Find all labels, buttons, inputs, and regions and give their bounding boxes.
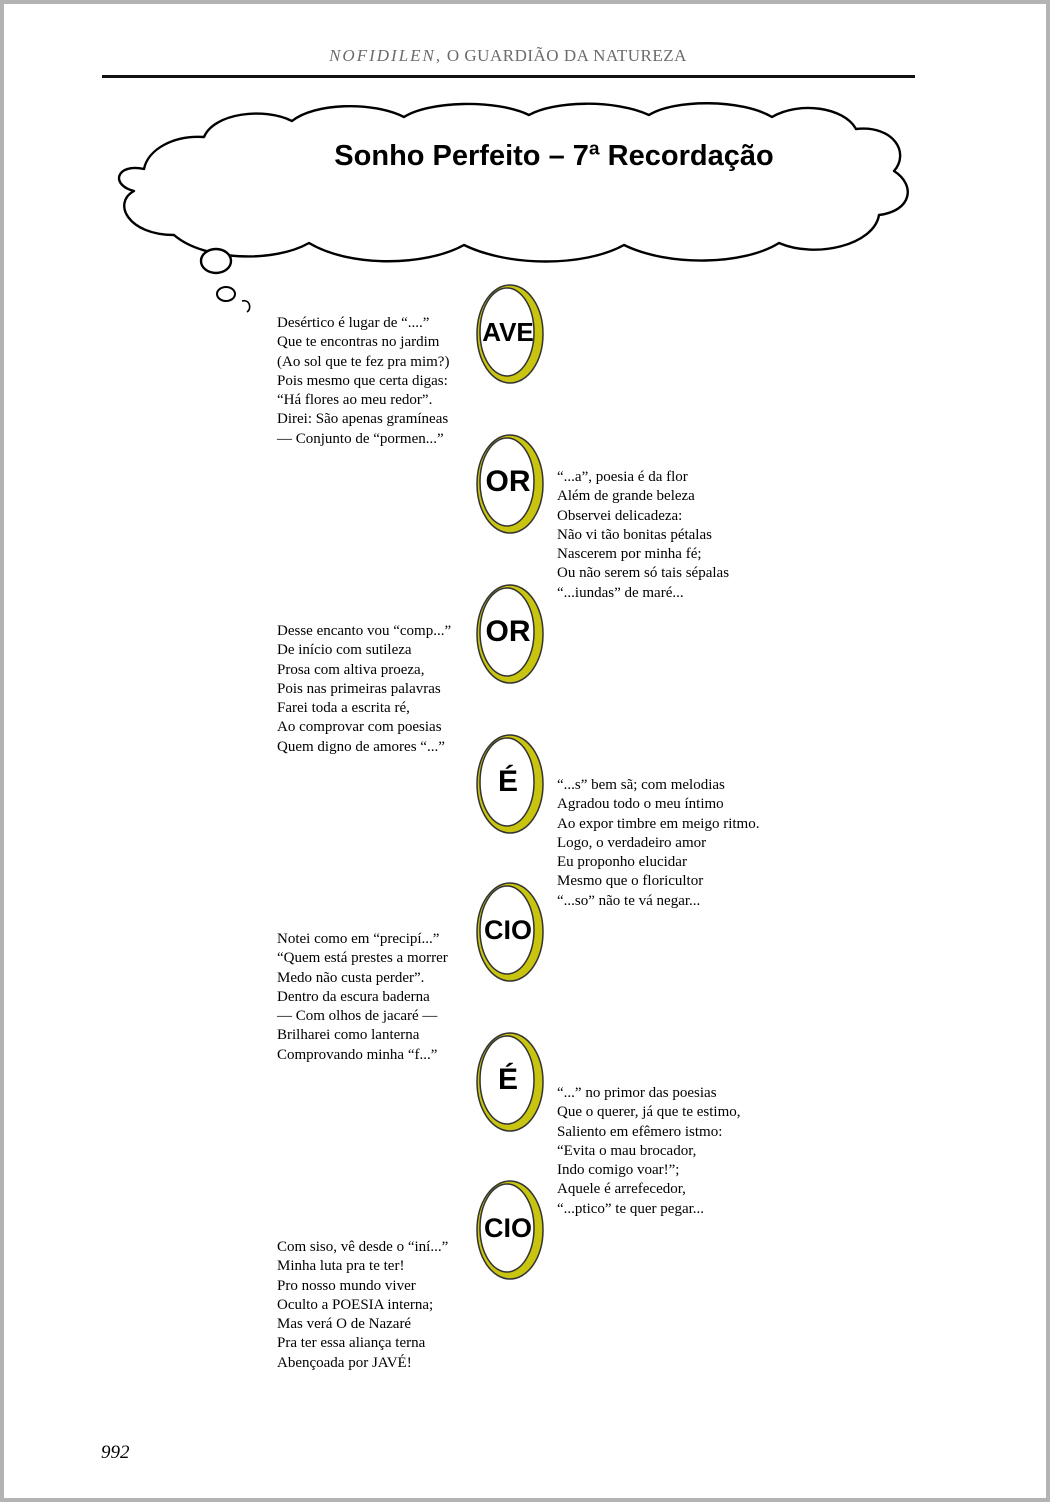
stanza-line: Direi: São apenas gramíneas bbox=[277, 411, 449, 428]
stanza-line: Minha luta pra te ter! bbox=[277, 1258, 405, 1275]
book-page bbox=[4, 4, 1046, 1498]
stanza-line: Mas verá O de Nazaré bbox=[277, 1316, 412, 1333]
stanza-line: “Evita o mau brocador, bbox=[557, 1142, 697, 1159]
stanza-line: Brilharei como lanterna bbox=[277, 1027, 420, 1044]
stanza-line: Desse encanto vou “comp...” bbox=[277, 623, 452, 639]
stanza-line: Pois mesmo que certa digas: bbox=[277, 372, 448, 389]
stanza-line: “...iundas” de maré... bbox=[557, 584, 684, 601]
stanza-line: Ou não serem só tais sépalas bbox=[557, 565, 730, 582]
stanza-line: Nascerem por minha fé; bbox=[557, 546, 702, 563]
stanza-line: Que o querer, já que te estimo, bbox=[557, 1104, 741, 1121]
acrostic-medal bbox=[472, 1178, 546, 1284]
poem-title: Sonho Perfeito – 7ª Recordação bbox=[334, 140, 774, 172]
medal-letters: OR bbox=[485, 465, 531, 498]
stanza-line: Agradou todo o meu íntimo bbox=[557, 796, 724, 813]
acrostic-medal bbox=[472, 432, 546, 538]
stanza-line: Desértico é lugar de “....” bbox=[277, 315, 430, 331]
running-head-brand: NOFIDILEN, bbox=[329, 46, 443, 65]
acrostic-medal bbox=[472, 582, 546, 688]
stanza-line: Oculto a POESIA interna; bbox=[277, 1296, 434, 1313]
stanza-line: Pois nas primeiras palavras bbox=[277, 680, 441, 697]
stanza-line: De início com sutileza bbox=[277, 642, 412, 659]
stanza-3 bbox=[277, 622, 451, 757]
medal-letters: É bbox=[497, 765, 518, 798]
stanza-line: Farei toda a escrita ré, bbox=[277, 700, 410, 717]
stanza-6 bbox=[557, 1084, 741, 1219]
medal-letters: CIO bbox=[483, 1213, 532, 1243]
stanza-line: Com siso, vê desde o “iní...” bbox=[277, 1239, 449, 1255]
acrostic-medal bbox=[472, 732, 546, 838]
stanza-line: Mesmo que o floricultor bbox=[557, 873, 704, 890]
stanza-line: Pro nosso mundo viver bbox=[277, 1277, 416, 1294]
stanza-line: Observei delicadeza: bbox=[557, 507, 683, 524]
stanza-line: Quem digno de amores “...” bbox=[277, 738, 445, 755]
stanza-line: Medo não custa perder”. bbox=[277, 969, 425, 986]
stanza-line: “...s” bem sã; com melodias bbox=[557, 777, 725, 793]
stanza-line: “...” no primor das poesias bbox=[557, 1085, 717, 1101]
header-rule bbox=[102, 75, 915, 78]
stanza-line: Abençoada por JAVÉ! bbox=[277, 1354, 412, 1371]
stanza-line: “Quem está prestes a morrer bbox=[277, 950, 448, 967]
stanza-line: Além de grande beleza bbox=[557, 488, 695, 505]
stanza-line: Comprovando minha “f...” bbox=[277, 1046, 438, 1063]
stanza-line: Prosa com altiva proeza, bbox=[277, 661, 425, 678]
stanza-line: Não vi tão bonitas pétalas bbox=[557, 526, 712, 543]
stanza-line: Ao expor timbre em meigo ritmo. bbox=[557, 815, 760, 832]
acrostic-medal bbox=[472, 880, 546, 986]
acrostic-medal bbox=[472, 1030, 546, 1136]
running-head-subtitle: O GUARDIÃO DA NATUREZA bbox=[446, 46, 687, 65]
medal-letters: CIO bbox=[483, 915, 532, 945]
stanza-line: “...ptico” te quer pegar... bbox=[557, 1200, 705, 1217]
stanza-line: “...a”, poesia é da flor bbox=[557, 469, 688, 485]
stanza-line: Ao comprovar com poesias bbox=[277, 719, 442, 736]
stanza-4 bbox=[557, 776, 759, 911]
stanza-line: “Há flores ao meu redor”. bbox=[277, 392, 433, 409]
stanza-line: Pra ter essa aliança terna bbox=[277, 1335, 426, 1352]
page-number: 992 bbox=[101, 1442, 130, 1463]
stanza-5 bbox=[277, 930, 448, 1065]
stanza-line: — Conjunto de “pormen...” bbox=[277, 430, 444, 447]
stanza-line: Logo, o verdadeiro amor bbox=[557, 834, 707, 851]
acrostic-medal bbox=[472, 282, 546, 388]
medal-letters: OR bbox=[485, 615, 531, 648]
medal-letters: É bbox=[497, 1063, 518, 1096]
thought-bubbles bbox=[190, 239, 260, 319]
stanza-line: “...so” não te vá negar... bbox=[557, 892, 701, 909]
stanza-line: — Com olhos de jacaré — bbox=[277, 1008, 438, 1025]
stanza-1 bbox=[277, 314, 449, 449]
stanza-line: Notei como em “precipí...” bbox=[277, 931, 440, 947]
stanza-2 bbox=[557, 468, 729, 603]
stanza-line: Eu proponho elucidar bbox=[557, 854, 687, 871]
stanza-line: (Ao sol que te fez pra mim?) bbox=[277, 353, 450, 370]
stanza-line: Aquele é arrefecedor, bbox=[557, 1181, 686, 1198]
stanza-line: Saliento em efêmero istmo: bbox=[557, 1123, 723, 1140]
running-head bbox=[102, 46, 914, 66]
stanza-line: Que te encontras no jardim bbox=[277, 334, 440, 351]
stanza-line: Dentro da escura baderna bbox=[277, 988, 430, 1005]
stanza-7 bbox=[277, 1238, 448, 1373]
stanza-line: Indo comigo voar!”; bbox=[557, 1162, 680, 1179]
medal-letters: AVE bbox=[482, 317, 534, 347]
